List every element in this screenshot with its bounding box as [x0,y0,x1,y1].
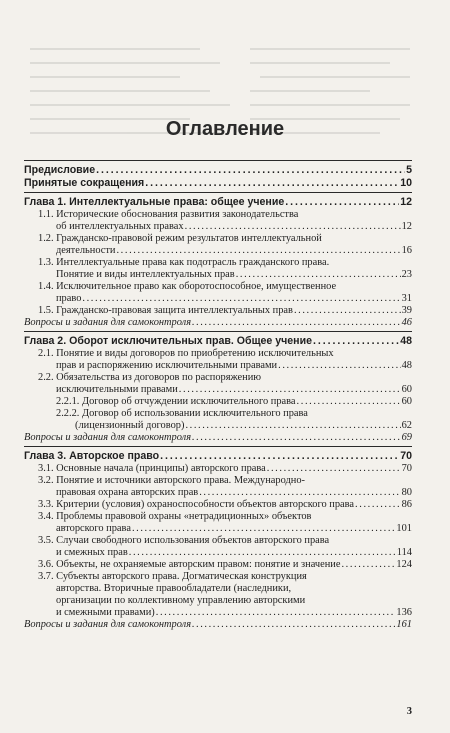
toc-entry-cont: и смежных прав . . . 114 [24,547,412,559]
toc-subentry[interactable]: 2.2.1. Договор об отчуждении исключительного права . . . 60 [24,396,412,408]
toc-entry-questions[interactable]: Вопросы и задания для самоконтроля . . . 161 [24,619,412,631]
toc-entry-questions[interactable]: Вопросы и задания для самоконтроля . . . 69 [24,432,412,444]
toc-entry[interactable]: 3.5. Случаи свободного использования объектов авторского права [38,535,330,546]
toc-entry[interactable]: 1.4. Исключительное право как оборотоспособное, имущественное [38,281,337,292]
toc-entry[interactable]: 2.2. Обязательства из договоров по распоряжению [38,372,262,383]
page-number: 3 [406,706,412,717]
toc-front-matter [24,161,412,192]
toc-entry-preface[interactable]: Предисловие . . . 5 [24,164,412,177]
toc-entry[interactable]: 3.7. Субъекты авторского права. Догматическая конструкция [38,571,307,582]
toc-entry[interactable]: 1.2. Гражданско-правовой режим результатов интеллектуальной [38,233,322,244]
toc-entry[interactable]: 3.2. Понятие и источники авторского права. Международно- [38,475,306,486]
toc-entry-cont: право . . . 31 [24,293,412,305]
toc-chapter-2 [24,332,412,446]
toc-entry-cont: деятельности . . . 16 [24,245,412,257]
toc-chapter-heading[interactable]: Глава 1. Интеллектуальные права: общее учение . . . 12 [24,196,412,209]
toc-entry[interactable]: 3.3. Критерии (условия) охраноспособности объектов авторского права . . . 86 [24,499,412,511]
toc-entry-cont: и смежными правами) . . . 136 [24,607,412,619]
toc-entry[interactable]: 3.4. Проблемы правовой охраны «нетрадиционных» объектов [38,511,312,522]
toc-entry-cont: правовая охрана авторских прав . . . 80 [24,487,412,499]
toc-entry[interactable]: 1.3. Интеллектуальные права как подотрасль гражданского права. [38,257,330,268]
toc-entry-cont: Понятие и виды интеллектуальных прав . . . 23 [24,269,412,281]
toc-chapter-3 [24,447,412,633]
toc-entry-cont: об интеллектуальных правах . . . 12 [24,221,412,233]
toc-entry-cont: организации по коллективному управлению авторскими [56,595,306,606]
toc-title: Оглавление [165,118,285,140]
toc-entry[interactable]: 1.1. Исторические обоснования развития законодательства [38,209,299,220]
toc-entry[interactable]: 1.5. Гражданско-правовая защита интеллектуальных прав . . . 39 [24,305,412,317]
toc-entry-cont: авторского права . . . 101 [24,523,412,535]
table-of-contents [24,160,412,633]
toc-entry-cont: (лицензионный договор) . . . 62 [24,420,412,432]
toc-chapter-heading[interactable]: Глава 2. Оборот исключительных прав. Общее учение . . . 48 [24,335,412,348]
toc-entry-cont: прав и распоряжению исключительными правами . . . 48 [24,360,412,372]
toc-chapter-1 [24,193,412,331]
toc-entry-questions[interactable]: Вопросы и задания для самоконтроля . . . 46 [24,317,412,329]
toc-entry-abbreviations[interactable]: Принятые сокращения . . . 10 [24,177,412,190]
toc-entry-cont: авторства. Вторичные правообладатели (наследники, [56,583,292,594]
toc-chapter-heading[interactable]: Глава 3. Авторское право . . . 70 [24,450,412,463]
toc-entry[interactable]: 2.1. Понятие и виды договоров по приобретению исключительных [38,348,334,359]
toc-entry[interactable]: 3.6. Объекты, не охраняемые авторским правом: понятие и значение . . . 124 [24,559,412,571]
toc-entry[interactable]: 3.1. Основные начала (принципы) авторского права . . . 70 [24,463,412,475]
toc-subentry[interactable]: 2.2.2. Договор об использовании исключительного права [56,408,308,419]
toc-entry-cont: исключительными правами . . . 60 [24,384,412,396]
